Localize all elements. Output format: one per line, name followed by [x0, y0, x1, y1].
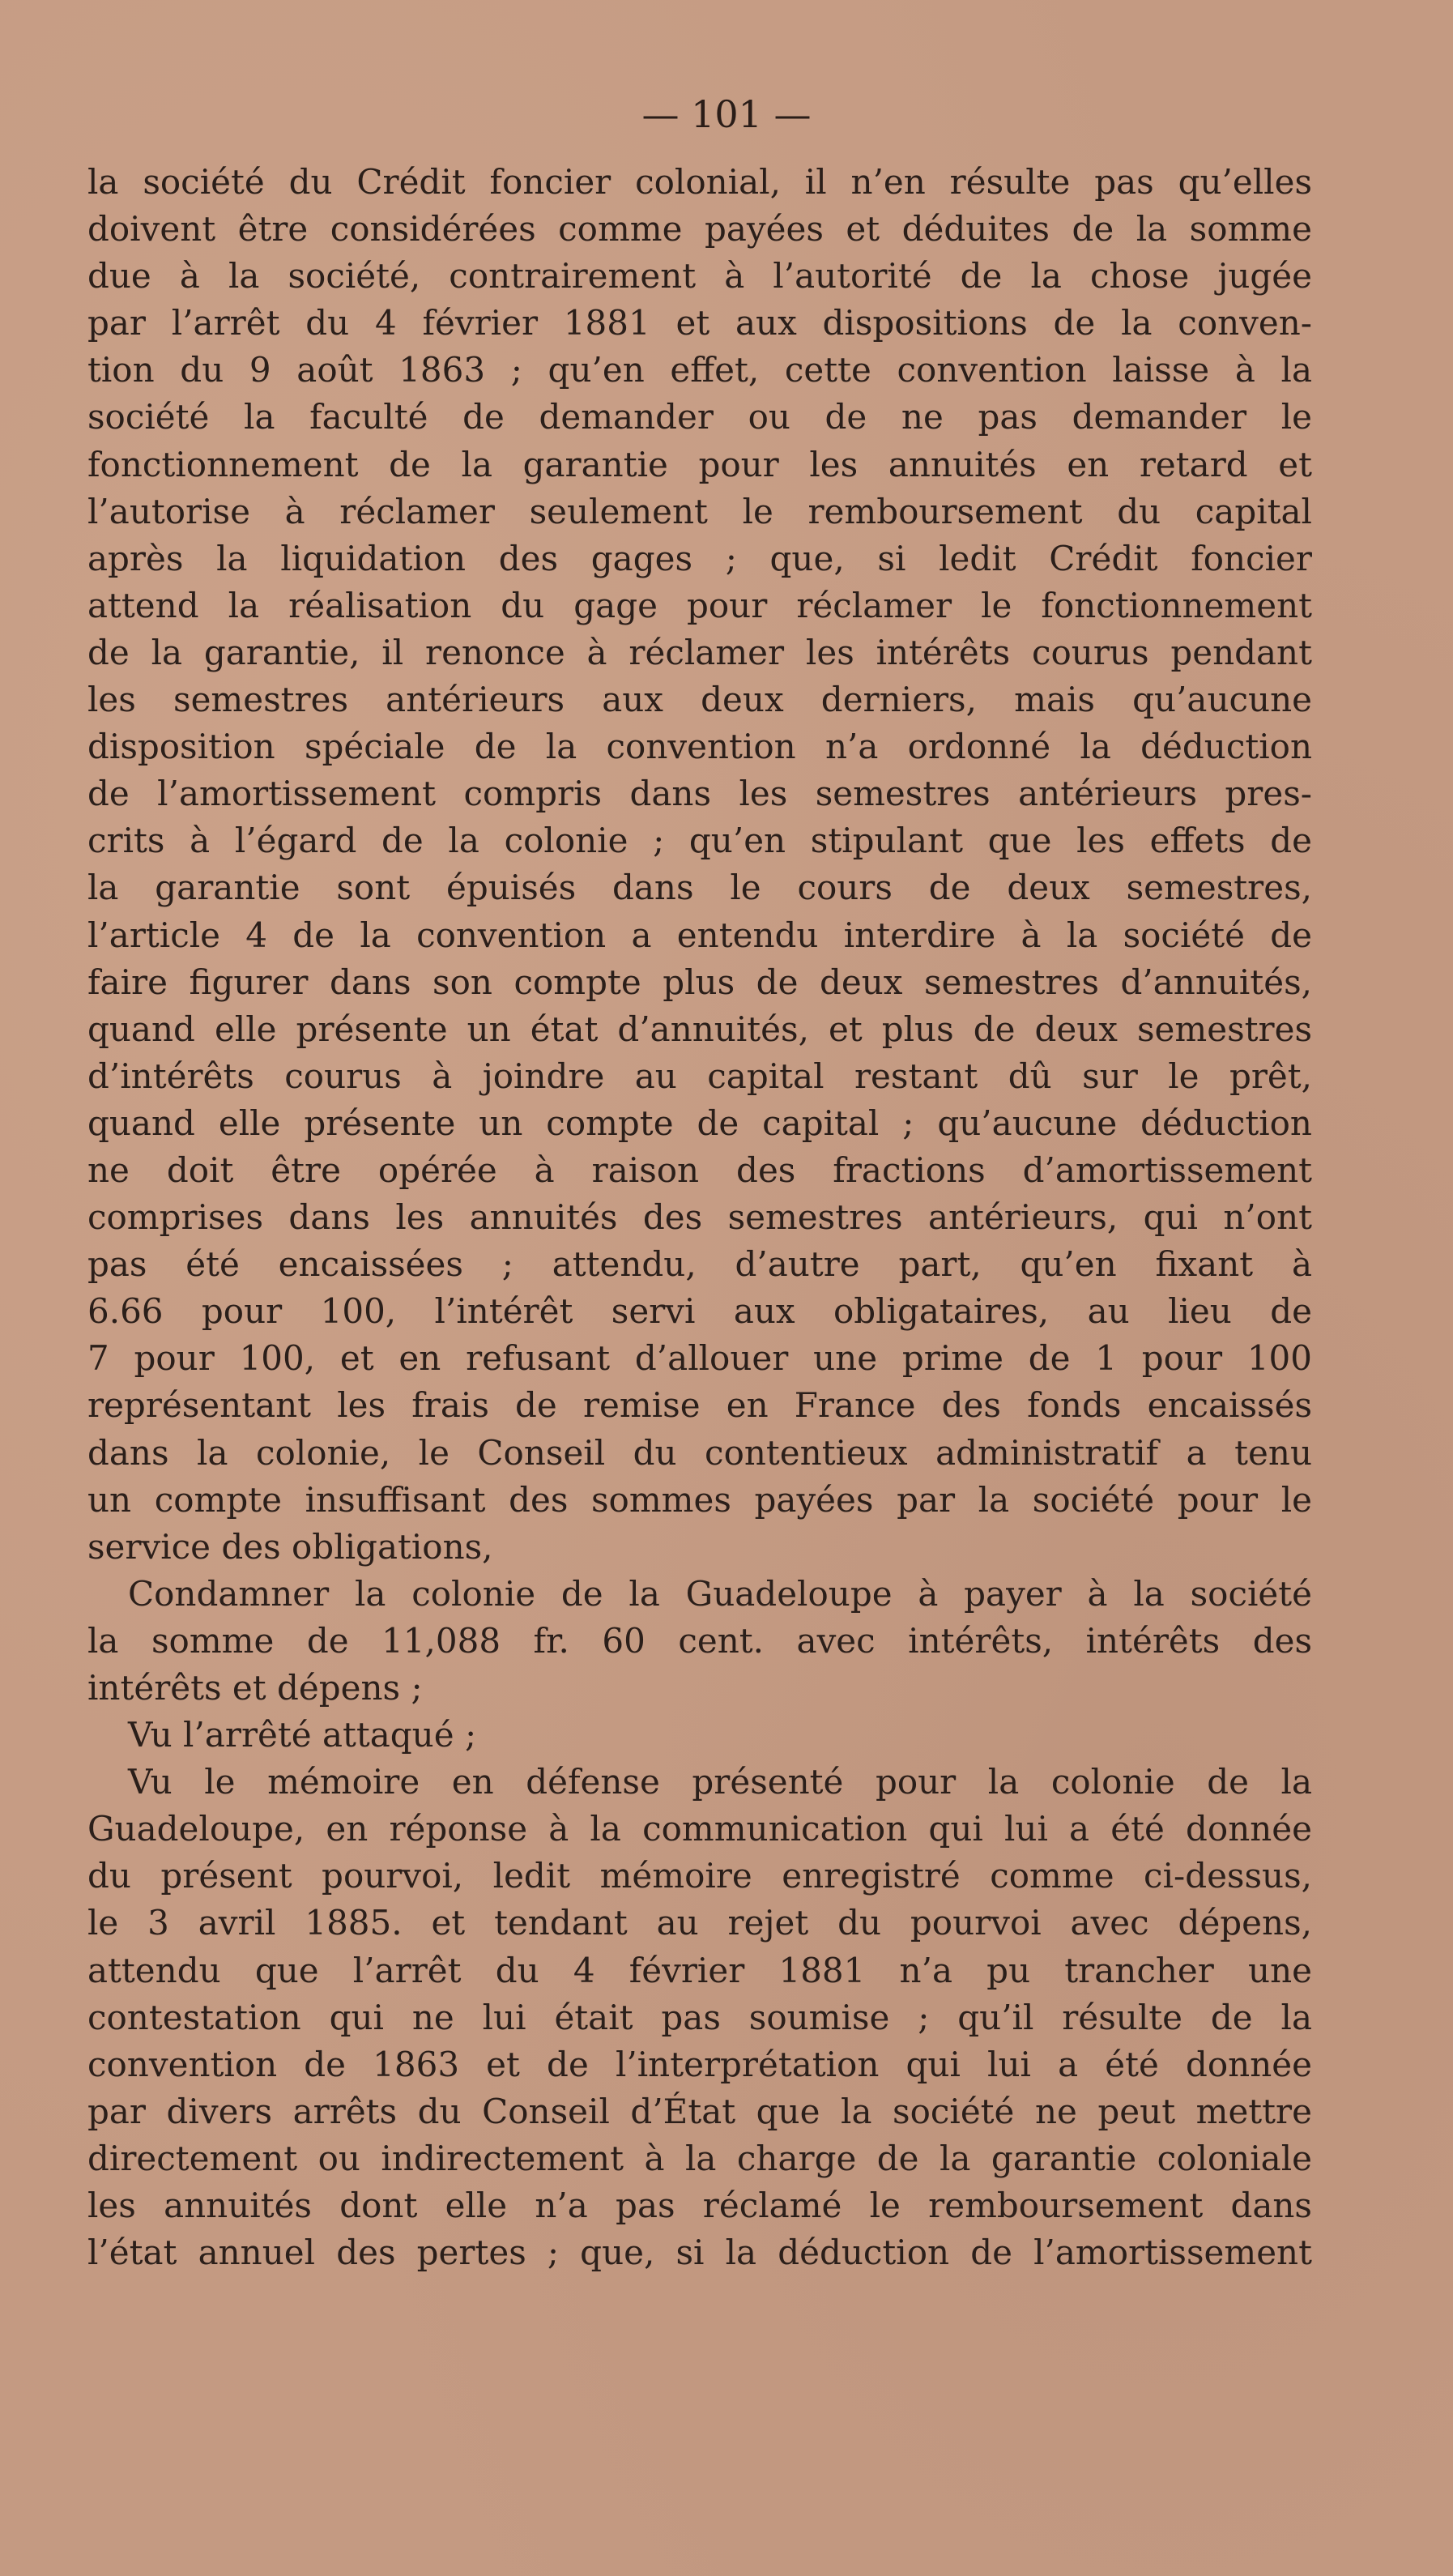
- text-line: Guadeloupe, en réponse à la communication qui lui a été donnée: [87, 1809, 1312, 1849]
- text-line: les semestres antérieurs aux deux derniers, mais qu’aucune: [87, 680, 1312, 720]
- text-line: fonctionnement de la garantie pour les annuités en retard et: [87, 444, 1312, 484]
- text-line: 6.66 pour 100, l’intérêt servi aux obligataires, au lieu de: [87, 1291, 1312, 1332]
- text-line: la somme de 11,088 fr. 60 cent. avec intérêts, intérêts des: [87, 1620, 1312, 1661]
- text-line: un compte insuffisant des sommes payées par la société pour le: [87, 1479, 1312, 1520]
- text-line: 7 pour 100, et en refusant d’allouer une prime de 1 pour 100: [87, 1338, 1312, 1379]
- text-line: contestation qui ne lui était pas soumise ; qu’il résulte de la: [87, 1997, 1312, 2037]
- text-line: d’intérêts courus à joindre au capital restant dû sur le prêt,: [87, 1056, 1312, 1096]
- text-line: par divers arrêts du Conseil d’État que la société ne peut mettre: [87, 2091, 1312, 2131]
- text-line: l’état annuel des pertes ; que, si la déduction de l’amortissement: [87, 2233, 1312, 2273]
- text-line: l’autorise à réclamer seulement le remboursement du capital: [87, 491, 1312, 531]
- text-line: disposition spéciale de la convention n’a ordonné la déduction: [87, 727, 1312, 767]
- text-line: Vu le mémoire en défense présenté pour la colonie de la: [128, 1762, 1312, 1802]
- text-line: la garantie sont épuisés dans le cours de deux semestres,: [87, 868, 1312, 908]
- text-line: ne doit être opérée à raison des fractions d’amortissement: [87, 1149, 1312, 1190]
- text-line: quand elle présente un compte de capital ; qu’aucune déduction: [87, 1102, 1312, 1143]
- text-line: le 3 avril 1885. et tendant au rejet du pourvoi avec dépens,: [87, 1903, 1312, 1943]
- text-line: directement ou indirectement à la charge de la garantie coloniale: [87, 2138, 1312, 2178]
- text-line: de l’amortissement compris dans les semestres antérieurs pres-: [87, 774, 1312, 814]
- text-line: convention de 1863 et de l’interprétation qui lui a été donnée: [87, 2044, 1312, 2084]
- text-line: doivent être considérées comme payées et déduites de la somme: [87, 209, 1312, 249]
- page-number: — 101 —: [641, 92, 812, 136]
- text-line: attendu que l’arrêt du 4 février 1881 n’a pu trancher une: [87, 1950, 1312, 1990]
- text-line: intérêts et dépens ;: [87, 1668, 423, 1708]
- text-line: la société du Crédit foncier colonial, il n’en résulte pas qu’elles: [87, 162, 1312, 202]
- text-line: de la garantie, il renonce à réclamer les intérêts courus pendant: [87, 632, 1312, 672]
- text-line: service des obligations,: [87, 1526, 493, 1567]
- text-line: représentant les frais de remise en France des fonds encaissés: [87, 1385, 1312, 1426]
- text-line: société la faculté de demander ou de ne pas demander le: [87, 397, 1312, 437]
- text-line: pas été encaissées ; attendu, d’autre part, qu’en fixant à: [87, 1244, 1312, 1285]
- text-line: quand elle présente un état d’annuités, et plus de deux semestres: [87, 1009, 1312, 1049]
- text-line: par l’arrêt du 4 février 1881 et aux dispositions de la conven-: [87, 303, 1312, 343]
- text-line: faire figurer dans son compte plus de deux semestres d’annuités,: [87, 962, 1312, 1002]
- text-line: crits à l’égard de la colonie ; qu’en stipulant que les effets de: [87, 821, 1312, 861]
- text-line: Condamner la colonie de la Guadeloupe à payer à la société: [128, 1573, 1312, 1614]
- text-line: due à la société, contrairement à l’autorité de la chose jugée: [87, 256, 1312, 296]
- text-line: Vu l’arrêté attaqué ;: [128, 1715, 477, 1755]
- text-line: du présent pourvoi, ledit mémoire enregistré comme ci-dessus,: [87, 1856, 1312, 1896]
- text-line: dans la colonie, le Conseil du contentieux administratif a tenu: [87, 1432, 1312, 1473]
- text-line: l’article 4 de la convention a entendu interdire à la société de: [87, 915, 1312, 955]
- text-line: comprises dans les annuités des semestres antérieurs, qui n’ont: [87, 1197, 1312, 1238]
- body-text: [87, 159, 1312, 2276]
- text-line: les annuités dont elle n’a pas réclamé le remboursement dans: [87, 2186, 1312, 2226]
- text-line: attend la réalisation du gage pour réclamer le fonctionnement: [87, 585, 1312, 625]
- text-line: tion du 9 août 1863 ; qu’en effet, cette convention laisse à la: [87, 350, 1312, 390]
- text-line: après la liquidation des gages ; que, si ledit Crédit foncier: [87, 538, 1312, 578]
